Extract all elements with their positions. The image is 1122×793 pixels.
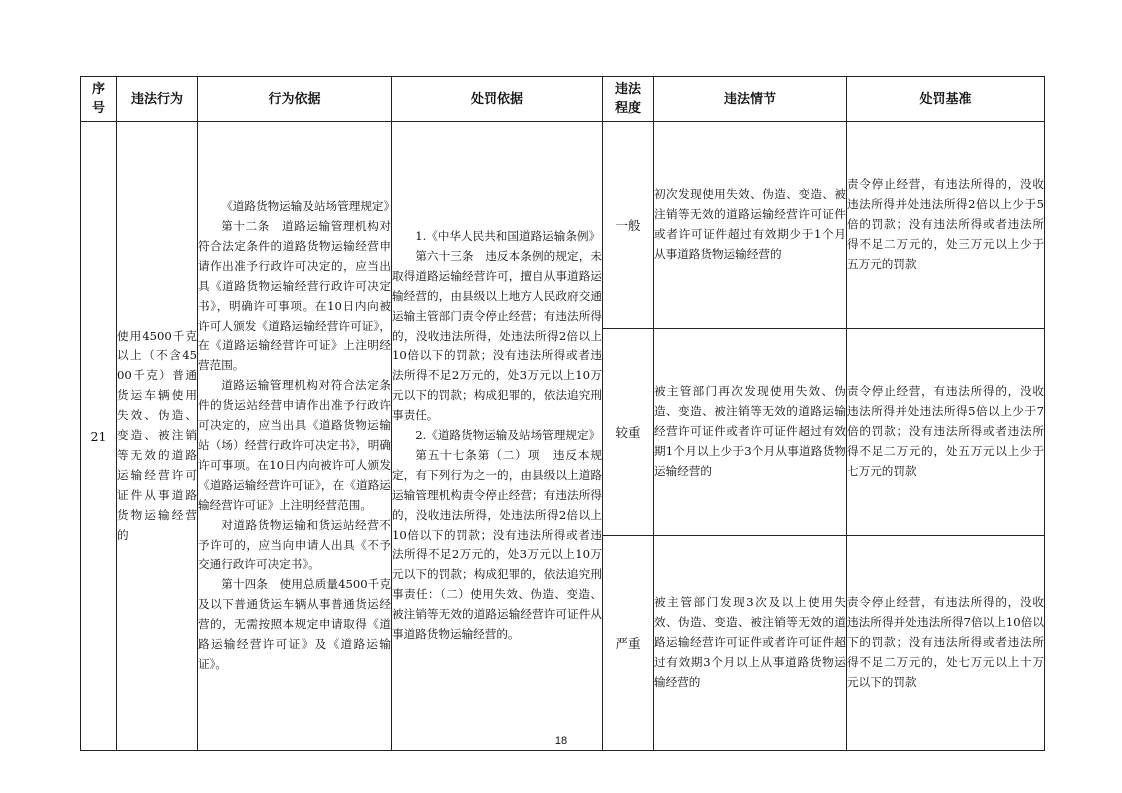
penalty-standard-table <box>80 76 1045 751</box>
situation-general: 初次发现使用失效、伪造、变造、被注销等无效的道路运输经营许可证件或者许可证件超过有效期少于1个月从事道路货物运输经营的 <box>654 122 847 329</box>
page-number: 18 <box>554 735 568 747</box>
violation-cell: 使用4500千克以上（不含4500千克）普通货运车辆使用失效、伪造、变造、被注销等无效的道路运输经营许可证件从事道路货物运输经营的 <box>117 122 198 751</box>
penalty-basis-cell <box>392 122 603 751</box>
degree-severe: 严重 <box>603 536 654 751</box>
header-standard: 处罚基准 <box>847 77 1045 122</box>
header-penalty-basis: 处罚依据 <box>392 77 603 122</box>
header-row <box>81 77 1045 122</box>
situation-serious: 被主管部门再次发现使用失效、伪造、变造、被注销等无效的道路运输经营许可证件或者许可证件超过有效期1个月以上少于3个月从事道路货物运输经营的 <box>654 329 847 536</box>
standard-severe: 责令停止经营，有违法所得的，没收违法所得并处违法所得7倍以上10倍以下的罚款；没有违法所得或者违法所得不足二万元的，处七万元以上十万元以下的罚款 <box>847 536 1045 751</box>
situation-severe: 被主管部门发现3次及以上使用失效、伪造、变造、被注销等无效的道路运输经营许可证件或者许可证件超过有效期3个月以上从事道路货物运输经营的 <box>654 536 847 751</box>
penalty-paragraph: 1.《中华人民共和国道路运输条例》 <box>415 228 601 243</box>
penalty-paragraph: 2.《道路货物运输及站场管理规定》 <box>415 428 601 443</box>
standard-serious: 责令停止经营，有违法所得的，没收违法所得并处违法所得5倍以上少于7倍的罚款；没有违法所得或者违法所得不足二万元的，处五万元以上少于七万元的罚款 <box>847 329 1045 536</box>
degree-general: 一般 <box>603 122 654 329</box>
basis-paragraph: 对道路货物运输和货运站经营不予许可的，应当向申请人出具《不予交通行政许可决定书》。 <box>198 517 391 572</box>
penalty-paragraph: 第五十七条第（二）项 违反本规定，有下列行为之一的，由县级以上道路运输管理机构责令停止经营；有违法所得的，没收违法所得，处违法所得2倍以上10倍以下的罚款；没有违法所得或者违法所得不足2万元的，处3万元以上10万元以下的罚款；构成犯罪的，依法追究刑事责任：（二）使用失效、伪造、变造、被注销等无效的道路运输经营许可证件从事道路货物运输经营的。 <box>392 447 602 642</box>
basis-paragraph: 第十四条 使用总质量4500千克及以下普通货运车辆从事普通货运经营的，无需按照本规定申请取得《道路运输经营许可证》及《道路运输证》。 <box>198 577 391 671</box>
header-situation: 违法情节 <box>654 77 847 122</box>
header-degree: 违法程度 <box>603 77 654 122</box>
header-basis: 行为依据 <box>198 77 392 122</box>
basis-paragraph: 道路运输管理机构对符合法定条件的货运站经营申请作出准予行政许可决定的，应当出具《道路货物运输站（场）经营行政许可决定书》，明确许可事项。在10日内向被许可人颁发《道路运输经营许可证》，在《道路运输经营许可证》上注明经营范围。 <box>198 378 391 512</box>
table-row <box>81 122 1045 329</box>
header-no: 序号 <box>81 77 117 122</box>
row-number: 21 <box>81 122 117 751</box>
header-violation: 违法行为 <box>117 77 198 122</box>
basis-cell <box>198 122 396 751</box>
degree-serious: 较重 <box>603 329 654 536</box>
standard-general: 责令停止经营，有违法所得的，没收违法所得并处违法所得2倍以上少于5倍的罚款；没有违法所得或者违法所得不足二万元的，处三万元以上少于五万元的罚款 <box>847 122 1045 329</box>
penalty-paragraph: 第六十三条 违反本条例的规定，未取得道路运输经营许可，擅自从事道路运输经营的，由县级以上地方人民政府交通运输主管部门责令停止经营；有违法所得的，没收违法所得，处违法所得2倍以上10倍以下的罚款；没有违法所得或者违法所得不足2万元的，处3万元以上10万元以下的罚款；构成犯罪的，依法追究刑事责任。 <box>392 248 602 423</box>
basis-paragraph: 《道路货物运输及站场管理规定》 <box>221 199 396 214</box>
basis-paragraph: 第十二条 道路运输管理机构对符合法定条件的道路货物运输经营申请作出准予行政许可决定的，应当出具《道路货物运输经营行政许可决定书》，明确许可事项。在10日内向被许可人颁发《道路运输经营许可证》，在《道路运输经营许可证》上注明经营范围。 <box>198 219 391 373</box>
